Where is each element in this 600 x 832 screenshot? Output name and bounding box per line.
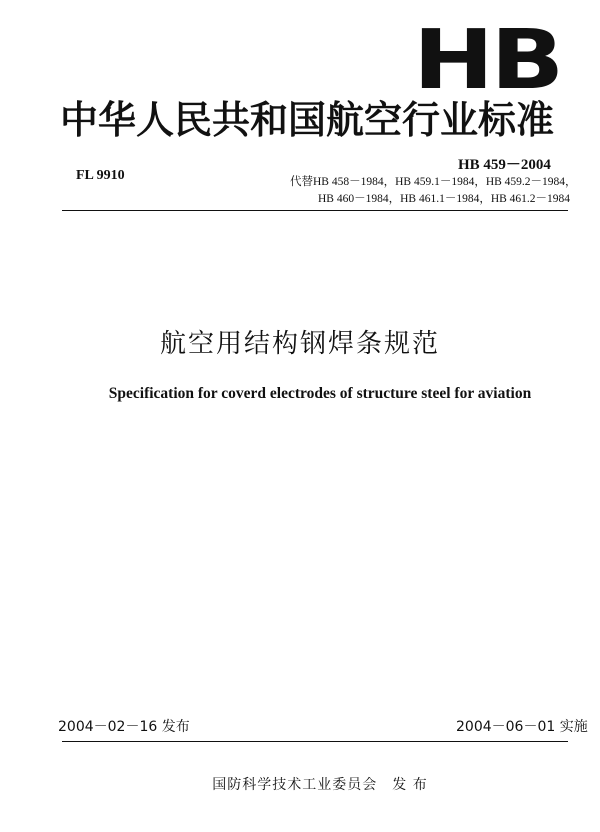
issue-date: 2004－02－16 发布 (58, 719, 190, 735)
document-title-en: Specification for coverd electrodes of structure steel for aviation (108, 385, 532, 402)
org-title: 中华人民共和国航空行业标准 (60, 98, 555, 142)
replaces-line-2: HB 460－1984，HB 461.1－1984，HB 461.2－1984 (318, 193, 571, 205)
issuing-authority: 国防科学技术工业委员会 发 布 (212, 777, 428, 793)
replaces-line-1: 代替HB 458－1984，HB 459.1－1984，HB 459.2－1984， (290, 176, 577, 188)
implementation-date: 2004－06－01 实施 (456, 719, 588, 735)
replaces-notice (290, 174, 577, 208)
standard-number: HB 459－2004 (458, 157, 551, 173)
footer-divider (62, 741, 568, 742)
fl-classification-code: FL 9910 (76, 168, 125, 183)
document-title-zh: 航空用结构钢焊条规范 (159, 329, 440, 359)
header-divider (62, 210, 568, 211)
hb-logo: HB (413, 13, 561, 108)
